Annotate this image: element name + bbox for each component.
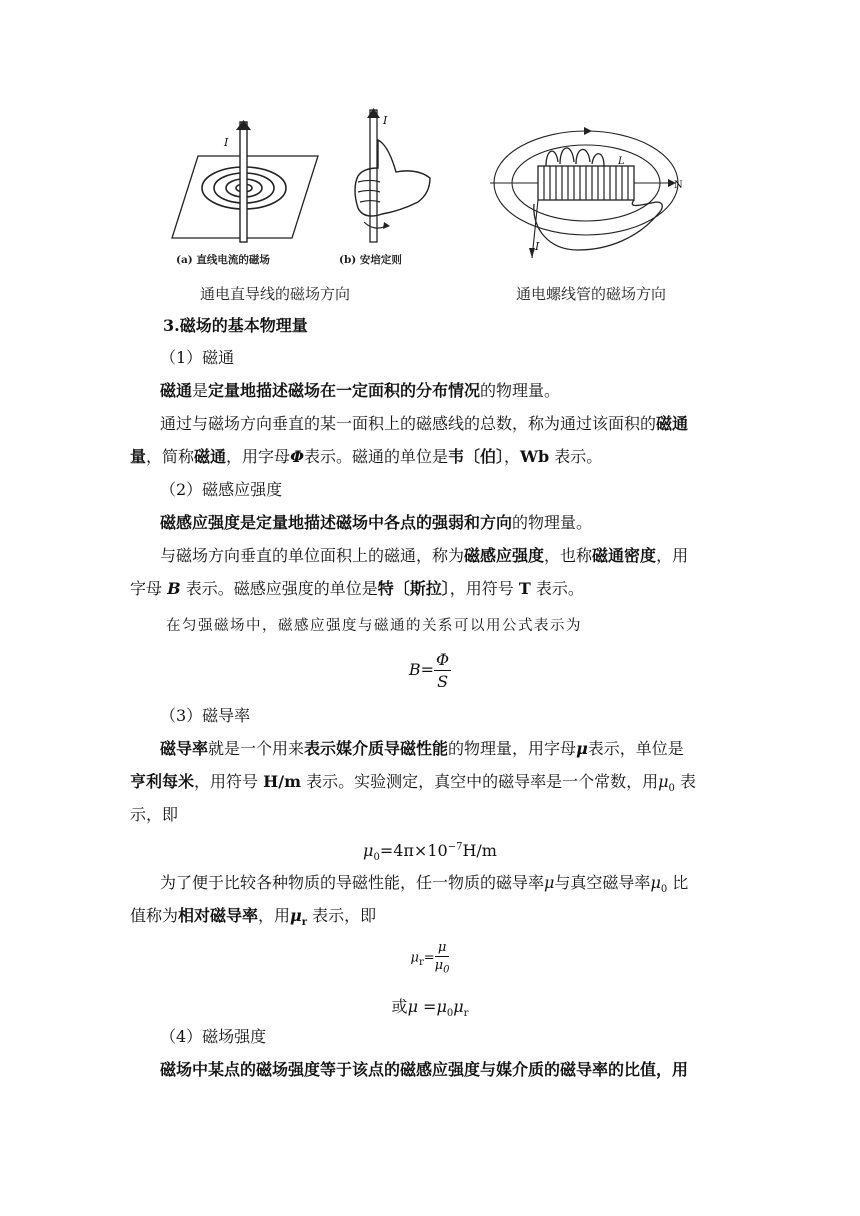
flux-paragraph-line2 — [130, 447, 730, 467]
unit-tesla: 特〔斯拉〕 — [377, 579, 450, 598]
formula-lhs: B= — [408, 660, 435, 679]
permeability-line3: 示，即 — [130, 805, 179, 824]
symbol-mu: μ — [407, 997, 418, 1016]
text: 表示。磁感应强度的单位是 — [180, 579, 378, 598]
formula-mu-product — [0, 994, 860, 1019]
symbol-mu: μ — [658, 772, 669, 791]
term-flux: 磁通 — [160, 381, 193, 400]
figure-solenoid-field — [488, 118, 688, 268]
text: ，用 — [656, 546, 689, 565]
denominator — [435, 957, 450, 976]
permeability-line1 — [160, 739, 760, 759]
hand-current-label: I — [383, 114, 388, 127]
text: ，用字母 — [226, 447, 291, 466]
permeability-line2 — [130, 772, 730, 799]
field-strength-definition: 磁场中某点的磁场强度等于该点的磁感应强度与媒介质的磁导率的比值，用 — [160, 1060, 689, 1079]
caption-solenoid: 通电螺线管的磁场方向 — [516, 285, 667, 303]
term: 磁导率 — [160, 739, 209, 758]
text: 表示。磁通的单位是 — [304, 447, 449, 466]
term: 磁通密度 — [592, 546, 657, 565]
symbol-mu: μ — [650, 873, 661, 892]
text: ， — [504, 447, 521, 466]
symbol-mu: μ — [290, 906, 302, 925]
text: 就是一个用来 — [208, 739, 305, 758]
subscript: 0 — [443, 964, 450, 976]
emphasis: 定量地描述磁场在一定面积的分布情况 — [208, 381, 481, 400]
flux-paragraph-line1 — [160, 414, 760, 434]
symbol-mu: μ — [453, 997, 464, 1016]
symbol-mu: μ — [576, 739, 588, 758]
unit-symbol: H/m — [263, 772, 301, 791]
symbol-b: B — [167, 579, 181, 598]
subscript: r — [418, 956, 424, 968]
text: 字母 — [130, 579, 168, 598]
emphasis: 磁感应强度是定量地描述磁场中各点的强弱和方向 — [160, 513, 513, 532]
subscript: 0 — [446, 1008, 454, 1020]
emphasis: 表示媒介质导磁性能 — [304, 739, 449, 758]
exponent: −7 — [447, 841, 463, 853]
text: 表示。 — [549, 447, 603, 466]
text: 是 — [192, 381, 209, 400]
denominator: S — [437, 672, 449, 691]
text: ，用符号 — [194, 772, 264, 791]
heading-field-strength: （4）磁场强度 — [160, 1027, 267, 1046]
formula-mur-fraction — [0, 940, 860, 976]
numerator: Φ — [436, 650, 450, 669]
text: 通过与磁场方向垂直的某一面积上的磁感线的总数，称为通过该面积的 — [160, 414, 657, 433]
section-title: 3.磁场的基本物理量 — [163, 316, 308, 335]
text: 表示。 — [530, 579, 584, 598]
text: =4π×10 — [379, 841, 448, 860]
symbol-mu: μ — [363, 841, 374, 860]
text: 与真空磁导率 — [554, 873, 651, 892]
text: 与磁场方向垂直的单位面积上的磁通，称为 — [160, 546, 465, 565]
flux-definition — [160, 381, 760, 401]
equals: = — [417, 997, 437, 1016]
formula-mu0 — [0, 841, 860, 863]
text: 的物理量。 — [512, 513, 593, 532]
term-flux: 磁通 — [656, 414, 689, 433]
heading-magnetic-induction: （2）磁感应强度 — [160, 480, 283, 499]
symbol-mu: μ — [410, 950, 419, 966]
subscript: r — [301, 917, 308, 929]
symbol-mu: μ — [436, 997, 447, 1016]
heading-permeability: （3）磁导率 — [160, 706, 251, 725]
figure-ampere-rule-hand — [340, 108, 440, 248]
equals: = — [423, 950, 435, 966]
fraction — [434, 650, 451, 691]
relative-permeability-line2 — [130, 906, 730, 933]
solenoid-L-label: L — [618, 156, 625, 167]
unit-weber: 韦〔伯〕 — [448, 447, 505, 466]
caption-straight-wire: 通电直导线的磁场方向 — [200, 285, 351, 303]
symbol-mu: μ — [544, 873, 555, 892]
fraction — [435, 940, 450, 976]
text: 表示。实验测定，真空中的磁导率是一个常数，用 — [301, 772, 659, 791]
unit-wb: Wb — [520, 447, 550, 466]
figure-straight-wire-field — [170, 120, 320, 250]
term-flux: 磁通 — [194, 447, 227, 466]
text: ，简称 — [146, 447, 195, 466]
numerator: μ — [435, 940, 450, 957]
text: ，也称 — [544, 546, 593, 565]
term: 相对磁导率 — [178, 906, 259, 925]
text: ，用 — [258, 906, 291, 925]
subscript: r — [463, 1008, 469, 1020]
subscript: 0 — [373, 852, 380, 864]
text: ，用符号 — [449, 579, 519, 598]
term: 磁感应强度 — [464, 546, 545, 565]
unit-name: 亨利每米 — [130, 772, 195, 791]
text: 值称为 — [130, 906, 179, 925]
unit-t: T — [518, 579, 531, 598]
induction-formula-intro: 在匀强磁场中，磁感应强度与磁通的关系可以用公式表示为 — [166, 618, 582, 634]
relative-permeability-line1 — [160, 873, 760, 900]
solenoid-north-label: N — [674, 180, 683, 191]
unit: H/m — [462, 841, 497, 860]
induction-paragraph-line2 — [130, 579, 730, 599]
text: 表示，单位是 — [587, 739, 684, 758]
formula-b-equals-phi-over-s — [0, 650, 860, 691]
induction-definition — [160, 513, 760, 533]
subscript: 0 — [660, 884, 668, 896]
induction-paragraph-line1 — [160, 546, 760, 566]
text: 比 — [667, 873, 689, 892]
text: 表 — [674, 772, 696, 791]
solenoid-current-label: I — [535, 240, 540, 253]
symbol-phi: Φ — [290, 447, 304, 466]
text: 表示，即 — [307, 906, 377, 925]
symbol-mu: μ — [434, 958, 444, 973]
text: 或 — [391, 997, 408, 1016]
text: 的物理量。 — [480, 381, 561, 400]
figure-b-label: (b) 安培定则 — [339, 254, 402, 266]
term: 量 — [130, 447, 147, 466]
text: 的物理量，用字母 — [448, 739, 577, 758]
text: 为了便于比较各种物质的导磁性能，任一物质的磁导率 — [160, 873, 545, 892]
subscript: 0 — [668, 783, 675, 795]
heading-magnetic-flux: （1）磁通 — [160, 348, 235, 367]
wire-current-label: I — [224, 136, 229, 149]
figure-a-label: (a) 直线电流的磁场 — [176, 254, 270, 266]
